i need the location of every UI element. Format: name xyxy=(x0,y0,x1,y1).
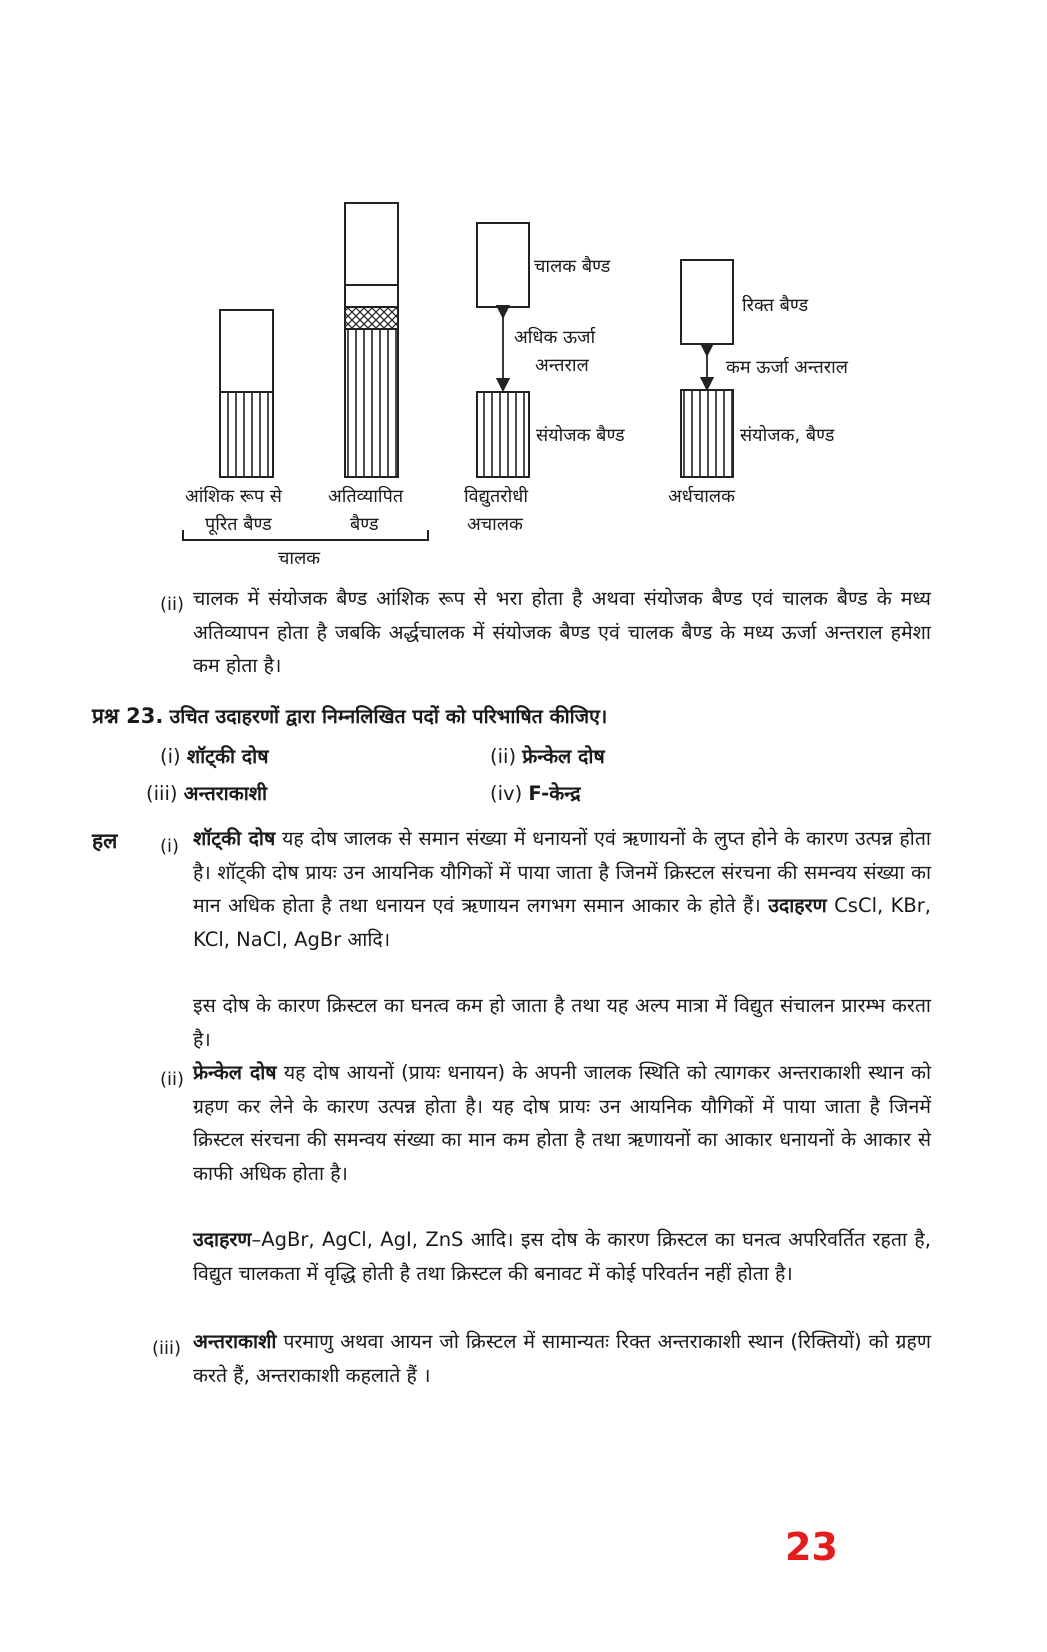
part-marker-i: (i) xyxy=(160,836,180,857)
schottky-definition xyxy=(193,822,931,956)
interstitial-definition xyxy=(193,1325,931,1392)
option-number: (ii) xyxy=(490,745,517,768)
option-i xyxy=(160,740,268,774)
question-line xyxy=(92,700,607,734)
label-small-gap: कम ऊर्जा अन्तराल xyxy=(726,357,848,378)
definition-text: यह दोष आयनों (प्रायः धनायन) के अपनी जालक स्थिति को त्यागकर अन्तराकाशी स्थान को ग्रहण कर लेने के कारण उत्पन्न होता है। यह दोष प्रायः उन आयनिक यौगिकों में पाया जाता है जिनमें क्रिस्टल संरचना की समन्वय संख्या का मान कम होता है तथा ऋणायनों का आकार धनायनों के आकार से काफी अधिक होता है। xyxy=(193,1061,932,1185)
frenkel-definition xyxy=(193,1056,931,1190)
partially-filled-band xyxy=(220,310,273,477)
example-label: उदाहरण xyxy=(193,1228,252,1251)
schottky-effect: इस दोष के कारण क्रिस्टल का घनत्व कम हो जाता है तथा यह अल्प मात्रा में विद्युत संचालन प्रारम्भ करता है। xyxy=(193,994,931,1051)
label-semiconductor: अर्धचालक xyxy=(668,486,735,507)
label-valence-band-1: संयोजक बैण्ड xyxy=(536,425,625,446)
overlapping-band xyxy=(345,203,398,477)
part-marker: (ii) xyxy=(160,594,185,615)
label-large-gap-1: अधिक ऊर्जा xyxy=(514,327,596,348)
question-text: उचित उदाहरणों द्वारा निम्नलिखित पदों को परिभाषित कीजिए। xyxy=(169,705,608,728)
label-overlapping-1: अतिव्यापित xyxy=(328,486,404,507)
label-insulator-1: विद्युतरोधी xyxy=(464,486,529,507)
label-partially-filled-1: आंशिक रूप से xyxy=(185,486,282,507)
term: फ्रेन्केल दोष xyxy=(193,1061,277,1084)
example-text: CsCl, KBr, KCl, NaCl, AgBr आदि। xyxy=(193,894,931,951)
label-overlapping-2: बैण्ड xyxy=(350,514,379,535)
example-text: –AgBr, AgCl, AgI, ZnS आदि। इस दोष के कारण क्रिस्टल का घनत्व अपरिवर्तित रहता है, विद्युत चालकता में वृद्धि होती है तथा क्रिस्टल की बनावट में कोई परिवर्तन नहीं होता है। xyxy=(193,1228,931,1285)
option-number: (iii) xyxy=(146,782,178,805)
part-marker-ii: (ii) xyxy=(160,1069,185,1090)
label-conductor: चालक xyxy=(278,548,321,569)
term: अन्तराकाशी xyxy=(193,1330,277,1353)
frenkel-example xyxy=(193,1223,931,1290)
label-partially-filled-2: पूरित बैण्ड xyxy=(205,514,272,535)
definition-text: परमाणु अथवा आयन जो क्रिस्टल में सामान्यतः रिक्त अन्तराकाशी स्थान (रिक्तियों) को ग्रहण करते हैं, अन्तराकाशी कहलाते हैं । xyxy=(193,1330,931,1387)
option-text: अन्तराकाशी xyxy=(183,782,268,805)
option-text: शॉट्की दोष xyxy=(186,745,269,768)
option-number: (iv) xyxy=(490,782,523,805)
example-label: उदाहरण xyxy=(768,894,827,917)
paragraph: चालक में संयोजक बैण्ड आंशिक रूप से भरा होता है अथवा संयोजक बैण्ड एवं चालक बैण्ड के मध्य अतिव्यापन होता है जबकि अर्द्धचालक में संयोजक बैण्ड एवं चालक बैण्ड के मध्य ऊर्जा अन्तराल हमेशा कम होता है। xyxy=(193,587,931,677)
option-text: फ्रेन्केल दोष xyxy=(522,745,605,768)
option-text: F-केन्द्र xyxy=(528,782,581,805)
band-theory-diagram xyxy=(0,0,1047,580)
term: शॉट्की दोष xyxy=(193,827,276,850)
definition-text: यह दोष जालक से समान संख्या में धनायनों एवं ऋणायनों के लुप्त होने के कारण उत्पन्न होता है। शॉट्की दोष प्रायः उन आयनिक यौगिकों में पाया जाता है जिनमें क्रिस्टल संरचना की समन्वय संख्या का मान अधिक होता है तथा धनायन एवं ऋणायन लगभग समान आकार के होते हैं। xyxy=(193,827,931,917)
option-iv xyxy=(490,777,581,811)
solution-label: हल xyxy=(92,829,118,853)
label-conduction-band: चालक बैण्ड xyxy=(534,256,611,277)
label-large-gap-2: अन्तराल xyxy=(535,355,589,376)
label-insulator-2: अचालक xyxy=(467,514,523,535)
option-ii xyxy=(490,740,605,774)
option-iii xyxy=(146,777,267,811)
option-number: (i) xyxy=(160,745,181,768)
question-number: प्रश्न 23. xyxy=(92,704,164,728)
label-valence-band-2: संयोजक, बैण्ड xyxy=(740,425,835,446)
label-empty-band: रिक्त बैण्ड xyxy=(742,295,809,316)
part-marker-iii: (iii) xyxy=(152,1338,182,1359)
page-number: 23 xyxy=(785,1525,838,1569)
